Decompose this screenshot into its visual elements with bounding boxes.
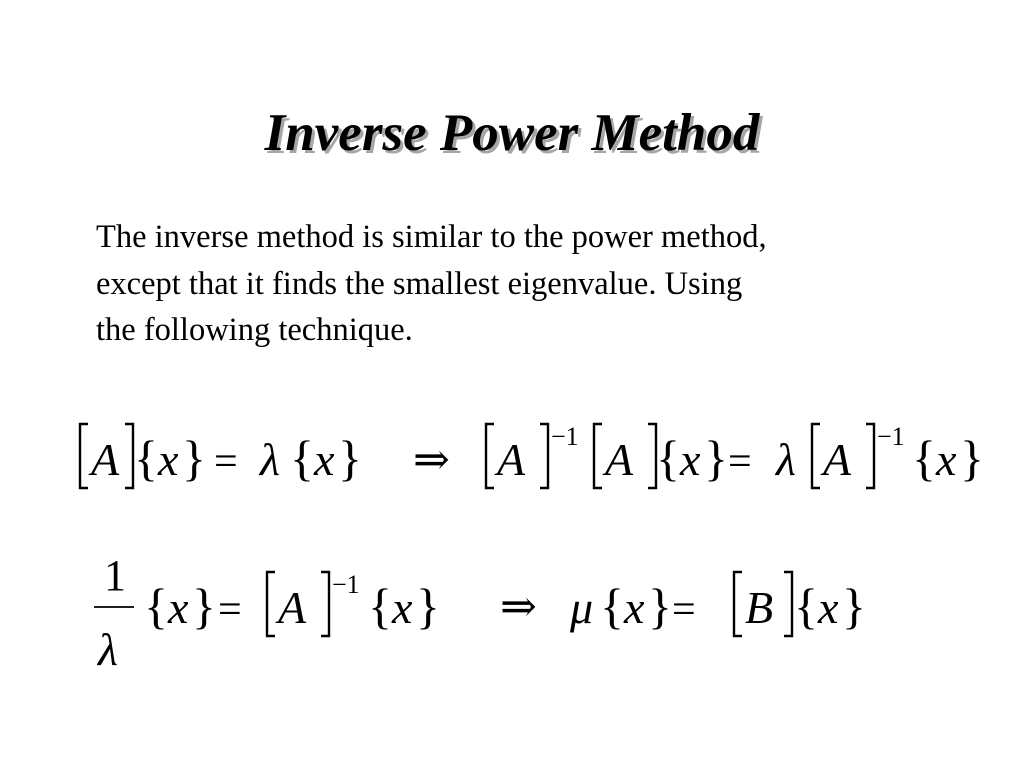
inverse-exponent: −1 — [877, 422, 905, 451]
equation-mu-b — [500, 572, 866, 636]
equals-sign: = — [672, 587, 696, 633]
matrix-a: A — [823, 434, 852, 485]
right-bracket — [866, 424, 874, 488]
vector-x: x — [818, 582, 839, 633]
matrix-a: A — [497, 434, 526, 485]
vector-x: x — [314, 434, 335, 485]
vector-x: x — [158, 434, 179, 485]
left-brace: { — [134, 430, 158, 486]
paragraph-line: except that it finds the smallest eigenvalue. Using — [96, 265, 743, 302]
right-brace: } — [648, 578, 672, 634]
left-bracket — [267, 572, 275, 636]
lambda: λ — [98, 624, 118, 675]
vector-x: x — [624, 582, 645, 633]
left-bracket — [812, 424, 820, 488]
vector-x: x — [936, 434, 957, 485]
right-brace: } — [192, 578, 216, 634]
left-brace: { — [144, 578, 168, 634]
vector-x: x — [680, 434, 701, 485]
paragraph-line: the following technique. — [96, 312, 413, 348]
matrix-a: A — [91, 434, 120, 485]
lambda: λ — [776, 434, 796, 485]
left-brace: { — [600, 578, 624, 634]
equation-reciprocal — [94, 551, 440, 675]
implies-arrow: ⇒ — [500, 582, 537, 631]
inverse-exponent: −1 — [332, 570, 360, 599]
fraction-numerator: 1 — [104, 551, 126, 600]
right-brace: } — [338, 430, 362, 486]
matrix-b: B — [745, 582, 774, 633]
matrix-a: A — [278, 582, 307, 633]
left-brace: { — [290, 430, 314, 486]
right-bracket — [648, 424, 656, 488]
inverse-exponent: −1 — [551, 422, 579, 451]
implies-arrow: ⇒ — [413, 435, 450, 484]
right-brace: } — [416, 578, 440, 634]
left-bracket — [486, 424, 494, 488]
right-bracket — [540, 424, 548, 488]
left-brace: { — [912, 430, 936, 486]
right-brace: } — [842, 578, 866, 634]
left-bracket — [734, 572, 742, 636]
paragraph-line: The inverse method is similar to the power method, — [96, 219, 767, 255]
equals-sign: = — [728, 439, 752, 485]
lambda: λ — [260, 434, 280, 485]
equals-sign: = — [218, 587, 242, 633]
matrix-a: A — [605, 434, 634, 485]
right-brace: } — [960, 430, 984, 486]
right-bracket — [321, 572, 329, 636]
slide-title: Inverse Power Method — [264, 104, 760, 162]
mu: μ — [570, 582, 594, 633]
left-bracket — [594, 424, 602, 488]
vector-x: x — [168, 582, 189, 633]
equals-sign: = — [214, 439, 238, 485]
equation-eigen — [80, 424, 362, 488]
right-bracket — [125, 424, 133, 488]
right-brace: } — [182, 430, 206, 486]
left-brace: { — [368, 578, 392, 634]
right-bracket — [784, 572, 792, 636]
left-bracket — [80, 424, 88, 488]
vector-x: x — [392, 582, 413, 633]
left-brace: { — [656, 430, 680, 486]
equation-inverse-multiplied — [413, 422, 984, 488]
left-brace: { — [794, 578, 818, 634]
right-brace: } — [704, 430, 728, 486]
